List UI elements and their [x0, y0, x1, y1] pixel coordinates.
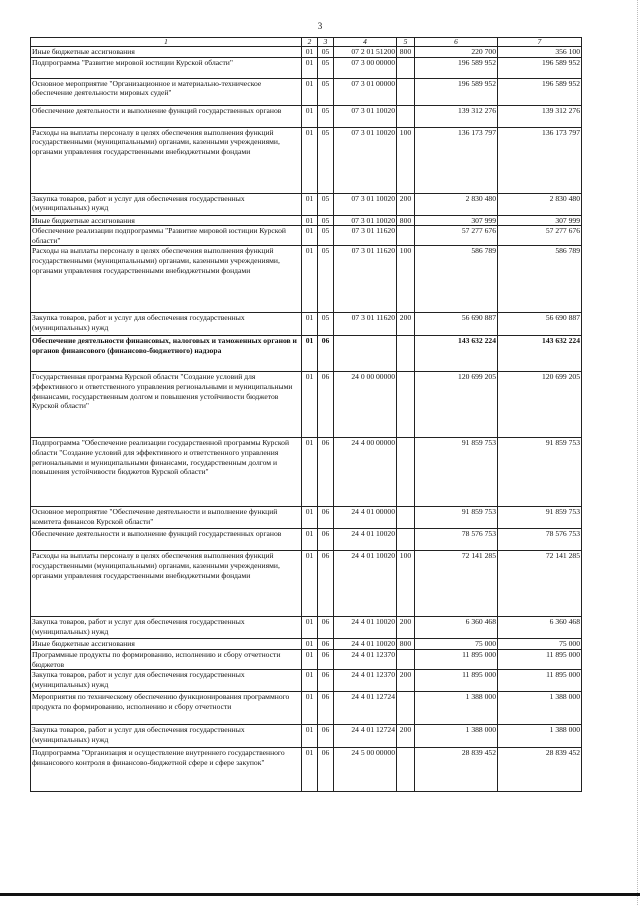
row-csr: 07 3 01 10020: [334, 127, 397, 193]
row-vr: 200: [397, 617, 415, 639]
row-razdel: 01: [302, 649, 318, 669]
row-podrazdel: 05: [318, 127, 334, 193]
row-amount-1: 6 360 468: [415, 617, 498, 639]
row-amount-2: 91 859 753: [498, 438, 582, 507]
row-csr: [334, 336, 397, 372]
row-amount-1: 2 830 480: [415, 193, 498, 215]
row-amount-1: 1 388 000: [415, 692, 498, 725]
row-csr: 24 4 01 12370: [334, 649, 397, 669]
row-razdel: 01: [302, 336, 318, 372]
row-csr: 24 0 00 00000: [334, 372, 397, 438]
row-vr: [397, 529, 415, 551]
table-row: [31, 215, 582, 226]
table-header-row: [31, 38, 582, 47]
row-razdel: 01: [302, 193, 318, 215]
column-header-amount-1: 6: [415, 38, 498, 47]
row-vr: [397, 226, 415, 246]
row-podrazdel: 06: [318, 551, 334, 617]
row-amount-2: 91 859 753: [498, 507, 582, 529]
row-name: Обеспечение деятельности и выполнение функций государственных органов: [31, 105, 302, 127]
column-header-vr: 5: [397, 38, 415, 47]
row-amount-2: 78 576 753: [498, 529, 582, 551]
row-podrazdel: 06: [318, 748, 334, 792]
row-podrazdel: 05: [318, 193, 334, 215]
row-amount-2: 2 830 480: [498, 193, 582, 215]
row-name: Закупка товаров, работ и услуг для обеспечения государственных (муниципальных) нужд: [31, 193, 302, 215]
row-razdel: 01: [302, 639, 318, 650]
table-row: [31, 127, 582, 193]
row-amount-2: 1 388 000: [498, 725, 582, 748]
row-name: Иные бюджетные ассигнования: [31, 639, 302, 650]
row-podrazdel: 05: [318, 313, 334, 336]
table-row: [31, 529, 582, 551]
row-razdel: 01: [302, 617, 318, 639]
row-podrazdel: 06: [318, 692, 334, 725]
row-amount-1: 91 859 753: [415, 438, 498, 507]
row-podrazdel: 06: [318, 639, 334, 650]
row-razdel: 01: [302, 105, 318, 127]
row-csr: 07 3 01 00000: [334, 78, 397, 105]
row-amount-2: 75 000: [498, 639, 582, 650]
row-name: Подпрограмма "Развитие мировой юстиции Курской области": [31, 57, 302, 78]
column-header-amount-2: 7: [498, 38, 582, 47]
row-csr: 24 4 00 00000: [334, 438, 397, 507]
table-row: [31, 507, 582, 529]
table-row: [31, 226, 582, 246]
row-razdel: 01: [302, 313, 318, 336]
row-csr: 24 4 01 12724: [334, 725, 397, 748]
row-vr: 200: [397, 193, 415, 215]
column-header-csr: 4: [334, 38, 397, 47]
row-vr: 200: [397, 725, 415, 748]
row-vr: [397, 57, 415, 78]
row-podrazdel: 06: [318, 670, 334, 692]
row-podrazdel: 05: [318, 226, 334, 246]
row-vr: 200: [397, 313, 415, 336]
table-row: [31, 725, 582, 748]
row-amount-2: 11 895 000: [498, 670, 582, 692]
row-razdel: 01: [302, 57, 318, 78]
row-razdel: 01: [302, 226, 318, 246]
row-vr: [397, 438, 415, 507]
row-amount-1: 136 173 797: [415, 127, 498, 193]
row-name: Обеспечение деятельности финансовых, налоговых и таможенных органов и органов финансового (финансово-бюджетного) надзора: [31, 336, 302, 372]
row-name: Мероприятия по техническому обеспечению функционирования программного продукта по формированию, исполнению и сбору отчетности: [31, 692, 302, 725]
column-header-name: 1: [31, 38, 302, 47]
table-row: [31, 748, 582, 792]
row-amount-1: 56 690 887: [415, 313, 498, 336]
row-amount-1: 11 895 000: [415, 670, 498, 692]
row-vr: [397, 105, 415, 127]
table-row: [31, 105, 582, 127]
column-header-podrazdel: 3: [318, 38, 334, 47]
page-number: 3: [317, 21, 323, 31]
row-vr: [397, 336, 415, 372]
row-amount-2: 1 388 000: [498, 692, 582, 725]
row-csr: 24 4 01 00000: [334, 507, 397, 529]
row-vr: [397, 649, 415, 669]
table-row: [31, 692, 582, 725]
row-razdel: 01: [302, 78, 318, 105]
row-amount-2: 356 100: [498, 47, 582, 58]
row-amount-1: 196 589 952: [415, 78, 498, 105]
row-name: Подпрограмма "Обеспечение реализации государственной программы Курской области "Создание условий для эффективного и ответственного управления региональными и муниципальными финансами, государственным долгом и повышения устойчивости бюджетов Курской области": [31, 438, 302, 507]
table-row: [31, 193, 582, 215]
row-razdel: 01: [302, 748, 318, 792]
row-amount-2: 196 589 952: [498, 78, 582, 105]
row-amount-2: 28 839 452: [498, 748, 582, 792]
row-razdel: 01: [302, 215, 318, 226]
row-amount-1: 196 589 952: [415, 57, 498, 78]
table-row: [31, 551, 582, 617]
table-row: [31, 617, 582, 639]
row-csr: 24 5 00 00000: [334, 748, 397, 792]
row-amount-2: 72 141 285: [498, 551, 582, 617]
row-amount-2: 307 999: [498, 215, 582, 226]
row-podrazdel: 06: [318, 438, 334, 507]
row-podrazdel: 06: [318, 649, 334, 669]
row-csr: 24 4 01 10020: [334, 551, 397, 617]
row-csr: 24 4 01 10020: [334, 529, 397, 551]
table-row: [31, 670, 582, 692]
row-vr: [397, 507, 415, 529]
row-csr: 07 3 00 00000: [334, 57, 397, 78]
row-razdel: 01: [302, 246, 318, 313]
row-name: Государственная программа Курской области "Создание условий для эффективного и ответственного управления региональными и муниципальными финансами, государственным долгом и повышения устойчивости бюджетов Курской области": [31, 372, 302, 438]
row-name: Программные продукты по формированию, исполнению и сбору отчетности бюджетов: [31, 649, 302, 669]
row-name: Расходы на выплаты персоналу в целях обеспечения выполнения функций государственными (муниципальными) органами, казенными учреждениями, органами управления государственными внебюджетными фондами: [31, 551, 302, 617]
row-name: Иные бюджетные ассигнования: [31, 215, 302, 226]
row-amount-1: 139 312 276: [415, 105, 498, 127]
row-podrazdel: 05: [318, 215, 334, 226]
row-amount-1: 11 895 000: [415, 649, 498, 669]
row-csr: 24 4 01 12370: [334, 670, 397, 692]
table-row: [31, 649, 582, 669]
row-csr: 07 3 01 11620: [334, 313, 397, 336]
row-vr: 100: [397, 246, 415, 313]
table-row: [31, 438, 582, 507]
row-amount-1: 75 000: [415, 639, 498, 650]
row-razdel: 01: [302, 670, 318, 692]
row-podrazdel: 06: [318, 529, 334, 551]
table-row: [31, 246, 582, 313]
row-amount-1: 586 789: [415, 246, 498, 313]
table-row: [31, 57, 582, 78]
row-csr: 24 4 01 10020: [334, 639, 397, 650]
row-podrazdel: 05: [318, 105, 334, 127]
row-vr: [397, 692, 415, 725]
row-podrazdel: 05: [318, 47, 334, 58]
budget-table: [30, 37, 582, 792]
row-amount-1: 1 388 000: [415, 725, 498, 748]
column-header-razdel: 2: [302, 38, 318, 47]
row-csr: 07 3 01 10020: [334, 215, 397, 226]
row-name: Закупка товаров, работ и услуг для обеспечения государственных (муниципальных) нужд: [31, 670, 302, 692]
row-name: Расходы на выплаты персоналу в целях обеспечения выполнения функций государственными (муниципальными) органами, казенными учреждениями, органами управления государственными внебюджетными фондами: [31, 127, 302, 193]
row-csr: 07 3 01 11620: [334, 246, 397, 313]
row-razdel: 01: [302, 372, 318, 438]
row-amount-1: 307 999: [415, 215, 498, 226]
row-amount-2: 196 589 952: [498, 57, 582, 78]
row-vr: [397, 748, 415, 792]
row-amount-2: 56 690 887: [498, 313, 582, 336]
row-csr: 07 3 01 11620: [334, 226, 397, 246]
row-csr: 07 3 01 10020: [334, 193, 397, 215]
row-amount-2: 120 699 205: [498, 372, 582, 438]
row-podrazdel: 05: [318, 78, 334, 105]
row-name: Основное мероприятие "Обеспечение деятельности и выполнение функций комитета финансов Курской области": [31, 507, 302, 529]
table-row: [31, 372, 582, 438]
row-vr: 200: [397, 670, 415, 692]
row-podrazdel: 05: [318, 246, 334, 313]
row-vr: 100: [397, 551, 415, 617]
row-amount-2: 586 789: [498, 246, 582, 313]
row-amount-1: 143 632 224: [415, 336, 498, 372]
row-amount-1: 220 700: [415, 47, 498, 58]
margin-guide: [636, 0, 638, 905]
row-csr: 07 3 01 10020: [334, 105, 397, 127]
row-vr: 800: [397, 639, 415, 650]
table-row: [31, 47, 582, 58]
row-vr: 800: [397, 47, 415, 58]
row-amount-2: 136 173 797: [498, 127, 582, 193]
row-vr: 800: [397, 215, 415, 226]
row-amount-1: 72 141 285: [415, 551, 498, 617]
row-razdel: 01: [302, 529, 318, 551]
row-podrazdel: 06: [318, 725, 334, 748]
row-razdel: 01: [302, 507, 318, 529]
row-amount-1: 91 859 753: [415, 507, 498, 529]
row-name: Обеспечение реализации подпрограммы "Развитие мировой юстиции Курской области": [31, 226, 302, 246]
row-vr: [397, 78, 415, 105]
row-csr: 24 4 01 12724: [334, 692, 397, 725]
row-vr: 100: [397, 127, 415, 193]
row-podrazdel: 06: [318, 372, 334, 438]
table-row: [31, 313, 582, 336]
row-amount-1: 78 576 753: [415, 529, 498, 551]
table-row: [31, 639, 582, 650]
row-name: Закупка товаров, работ и услуг для обеспечения государственных (муниципальных) нужд: [31, 725, 302, 748]
row-vr: [397, 372, 415, 438]
row-amount-2: 57 277 676: [498, 226, 582, 246]
row-amount-2: 6 360 468: [498, 617, 582, 639]
table-row: [31, 78, 582, 105]
row-name: Расходы на выплаты персоналу в целях обеспечения выполнения функций государственными (муниципальными) органами, казенными учреждениями, органами управления государственными внебюджетными фондами: [31, 246, 302, 313]
row-amount-1: 57 277 676: [415, 226, 498, 246]
row-amount-2: 139 312 276: [498, 105, 582, 127]
row-name: Закупка товаров, работ и услуг для обеспечения государственных (муниципальных) нужд: [31, 313, 302, 336]
row-name: Обеспечение деятельности и выполнение функций государственных органов: [31, 529, 302, 551]
row-podrazdel: 06: [318, 617, 334, 639]
row-csr: 07 2 01 51200: [334, 47, 397, 58]
row-razdel: 01: [302, 127, 318, 193]
row-razdel: 01: [302, 438, 318, 507]
row-name: Закупка товаров, работ и услуг для обеспечения государственных (муниципальных) нужд: [31, 617, 302, 639]
row-razdel: 01: [302, 47, 318, 58]
row-razdel: 01: [302, 692, 318, 725]
row-razdel: 01: [302, 551, 318, 617]
row-amount-2: 143 632 224: [498, 336, 582, 372]
row-name: Подпрограмма "Организация и осуществление внутреннего государственного финансового контроля в финансово-бюджетной сфере и сфере закупок": [31, 748, 302, 792]
table-row: [31, 336, 582, 372]
row-podrazdel: 05: [318, 57, 334, 78]
row-razdel: 01: [302, 725, 318, 748]
row-name: Основное мероприятие "Организационное и материально-техническое обеспечение деятельности мировых судей": [31, 78, 302, 105]
row-csr: 24 4 01 10020: [334, 617, 397, 639]
footer-rule: [0, 893, 640, 896]
row-amount-2: 11 895 000: [498, 649, 582, 669]
row-amount-1: 120 699 205: [415, 372, 498, 438]
row-amount-1: 28 839 452: [415, 748, 498, 792]
row-name: Иные бюджетные ассигнования: [31, 47, 302, 58]
row-podrazdel: 06: [318, 507, 334, 529]
row-podrazdel: 06: [318, 336, 334, 372]
